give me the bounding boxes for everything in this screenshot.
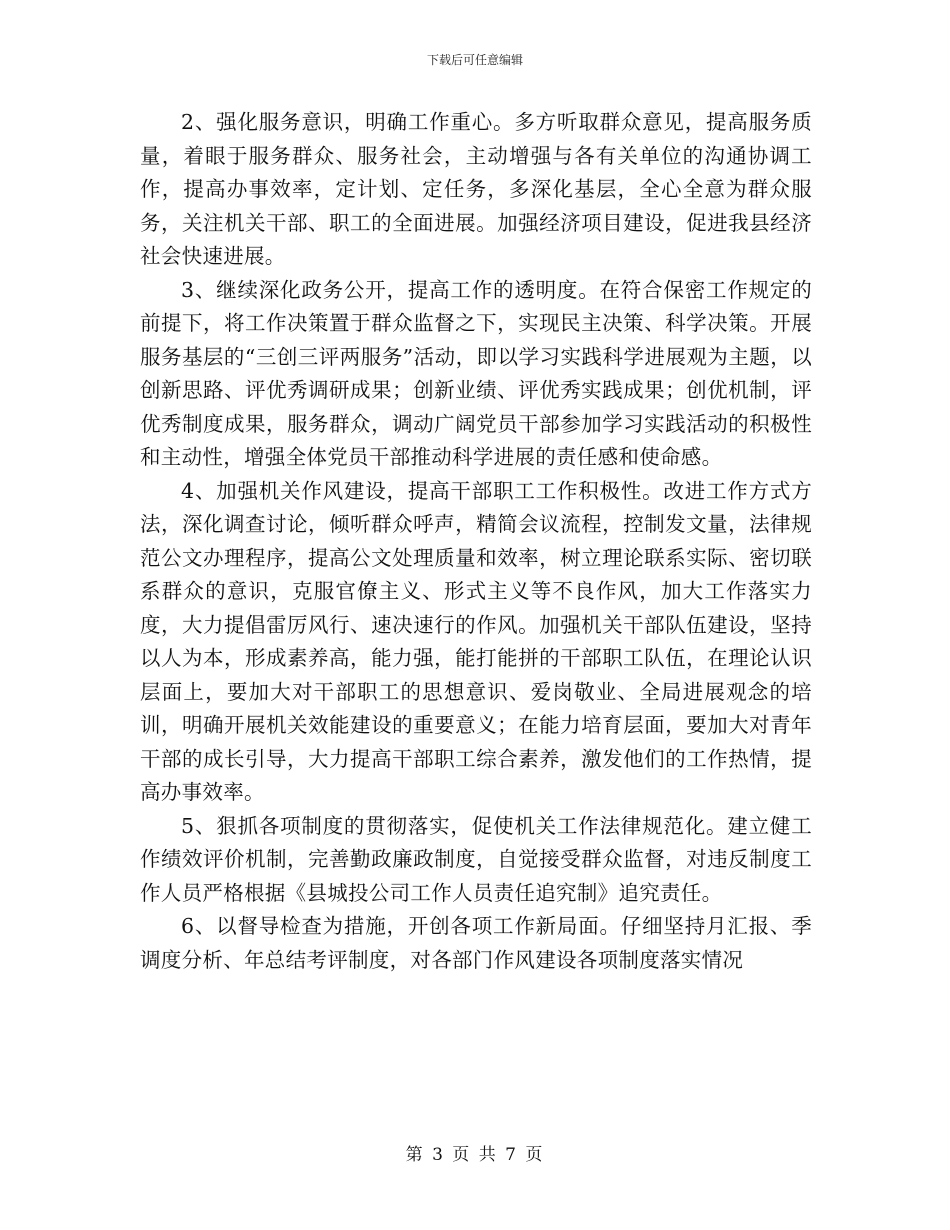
paragraph-item-2: 2、强化服务意识，明确工作重心。多方听取群众意见，提高服务质量，着眼于服务群众、服务社会，主动增强与各有关单位的沟通协调工作，提高办事效率，定计划、定任务，多深化基层，全心全意为群众服务，关注机关干部、职工的全面进展。加强经济项目建设，促进我县经济社会快速进展。 [140, 110, 812, 268]
paragraph-item-6: 6、以督导检查为措施，开创各项工作新局面。仔细坚持月汇报、季调度分析、年总结考评制度，对各部门作风建设各项制度落实情况 [140, 914, 812, 972]
document-body [140, 106, 812, 977]
page-number-footer: 第 3 页 共 7 页 [405, 1145, 545, 1165]
paragraph-item-3: 3、继续深化政务公开，提高工作的透明度。在符合保密工作规定的前提下，将工作决策置于群众监督之下，实现民主决策、科学决策。开展服务基层的“三创三评两服务”活动，即以学习实践科学进展观为主题，以创新思路、评优秀调研成果；创新业绩、评优秀实践成果；创优机制，评优秀制度成果，服务群众，调动广阔党员干部参加学习实践活动的积极性和主动性，增强全体党员干部推动科学进展的责任感和使命感。 [140, 277, 812, 469]
paragraph-item-4: 4、加强机关作风建设，提高干部职工工作积极性。改进工作方式方法，深化调查讨论，倾听群众呼声，精简会议流程，控制发文量，法律规范公文办理程序，提高公文处理质量和效率，树立理论联系实际、密切联系群众的意识，克服官僚主义、形式主义等不良作风，加大工作落实力度，大力提倡雷厉风行、速决速行的作风。加强机关干部队伍建设，坚持以人为本，形成素养高，能力强，能打能拼的干部职工队伍，在理论认识层面上，要加大对干部职工的思想意识、爱岗敬业、全局进展观念的培训，明确开展机关效能建设的重要意义；在能力培育层面，要加大对青年干部的成长引导，大力提高干部职工综合素养，激发他们的工作热情，提高办事效率。 [140, 478, 812, 804]
page-header: 下载后可任意编辑 [426, 53, 523, 67]
paragraph-item-5: 5、狠抓各项制度的贯彻落实，促使机关工作法律规范化。建立健工作绩效评价机制，完善勤政廉政制度，自觉接受群众监督，对违反制度工作人员严格根据《县城投公司工作人员责任追究制》追究责任。 [140, 813, 812, 905]
